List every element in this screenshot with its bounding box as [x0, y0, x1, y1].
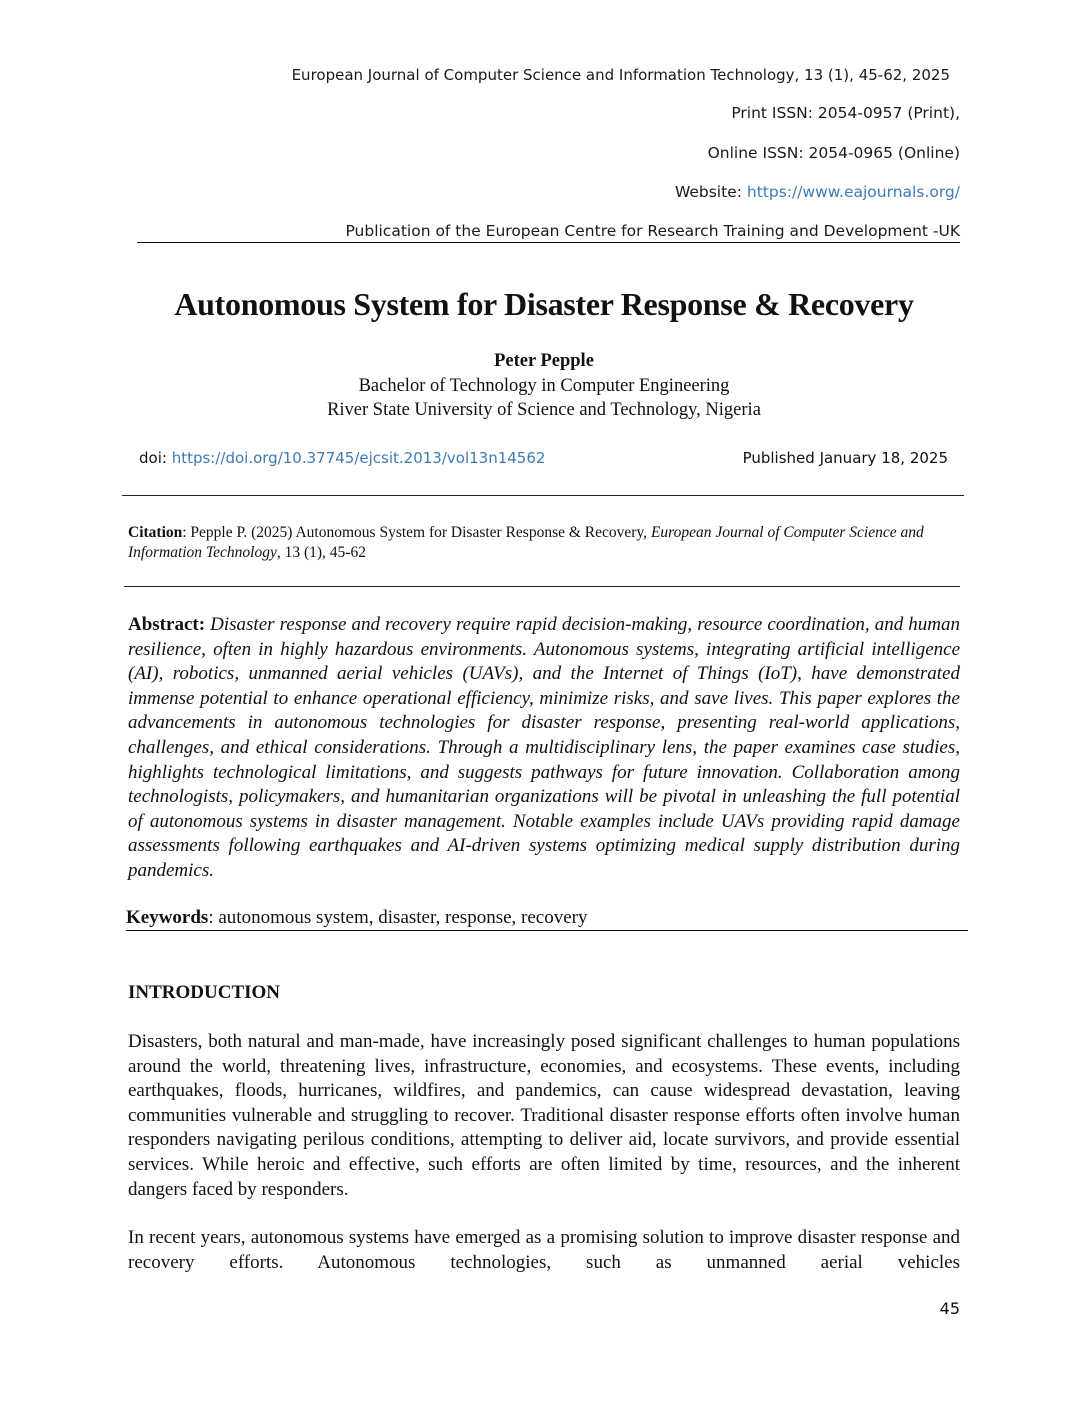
keywords-text: : autonomous system, disaster, response, recovery	[208, 907, 588, 928]
divider	[124, 586, 960, 587]
print-issn: Print ISSN: 2054-0957 (Print),	[731, 104, 960, 122]
keywords-label: Keywords	[126, 907, 209, 928]
citation-text: : Pepple P. (2025) Autonomous System for Disaster Response & Recovery,	[182, 524, 651, 541]
author-degree: Bachelor of Technology in Computer Engineering	[358, 376, 730, 396]
body-paragraph: Disasters, both natural and man-made, have increasingly posed significant challenges to human populations around the world, threatening lives, infrastructure, economies, and ecosystems. These events, including earthquakes, floods, hurricanes, wildfires, and pandemics, can cause widespread devastation, leaving communities vulnerable and struggling to recover. Traditional disaster response efforts often involve human responders navigating perilous conditions, attempting to deliver aid, locate survivors, and provide essential services. While heroic and effective, such efforts are often limited by time, resources, and the inherent dangers faced by responders.	[128, 1031, 960, 1200]
published-date: Published January 18, 2025	[742, 449, 948, 467]
doi-label: doi:	[139, 449, 172, 467]
citation-journal: European Journal of Computer Science and Information Technology	[128, 524, 924, 561]
doi-row	[139, 449, 948, 467]
author-affiliation: River State University of Science and Technology, Nigeria	[327, 400, 761, 420]
publisher-line: Publication of the European Centre for Research Training and Development -UK	[137, 222, 960, 243]
abstract-text: Disaster response and recovery require rapid decision-making, resource coordination, and human resilience, often in highly hazardous environments. Autonomous systems, integrating artificial intelligence (AI), robotics, unmanned aerial vehicles (UAVs), and the Internet of Things (IoT), have demonstrated immense potential to enhance operational efficiency, minimize risks, and save lives. This paper explores the advancements in autonomous technologies for disaster response, presenting real-world applications, challenges, and ethical considerations. Through a multidisciplinary lens, the paper examines case studies, highlights technological limitations, and suggests pathways for future innovation. Collaboration among technologists, policymakers, and humanitarian organizations will be pivotal in unleashing the full potential of autonomous systems in disaster management. Notable examples include UAVs providing rapid damage assessments following earthquakes and AI-driven systems optimizing medical supply distribution during pandemics.	[128, 614, 961, 881]
keywords	[126, 906, 968, 931]
divider	[122, 495, 964, 496]
abstract-label: Abstract:	[128, 614, 206, 635]
author-name: Peter Pepple	[494, 351, 594, 371]
paper-title: Autonomous System for Disaster Response & Recovery	[174, 286, 914, 322]
online-issn: Online ISSN: 2054-0965 (Online)	[707, 144, 960, 162]
body-paragraph: In recent years, autonomous systems have emerged as a promising solution to improve disaster response and recovery efforts. Autonomous technologies, such as unmanned aerial vehicles	[128, 1227, 960, 1273]
section-heading: INTRODUCTION	[128, 982, 281, 1003]
website-line	[675, 183, 960, 201]
citation	[128, 523, 960, 563]
citation-label: Citation	[128, 524, 183, 541]
abstract	[128, 613, 960, 884]
website-link[interactable]: https://www.eajournals.org/	[746, 183, 960, 201]
doi-link[interactable]: https://doi.org/10.37745/ejcsit.2013/vol13n14562	[171, 449, 546, 467]
doi-line	[139, 449, 545, 467]
page-number: 45	[939, 1299, 960, 1318]
citation-volume: , 13 (1), 45-62	[276, 544, 366, 561]
website-label: Website:	[674, 183, 747, 201]
journal-header: European Journal of Computer Science and Information Technology, 13 (1), 45-62, 2025	[291, 66, 950, 84]
